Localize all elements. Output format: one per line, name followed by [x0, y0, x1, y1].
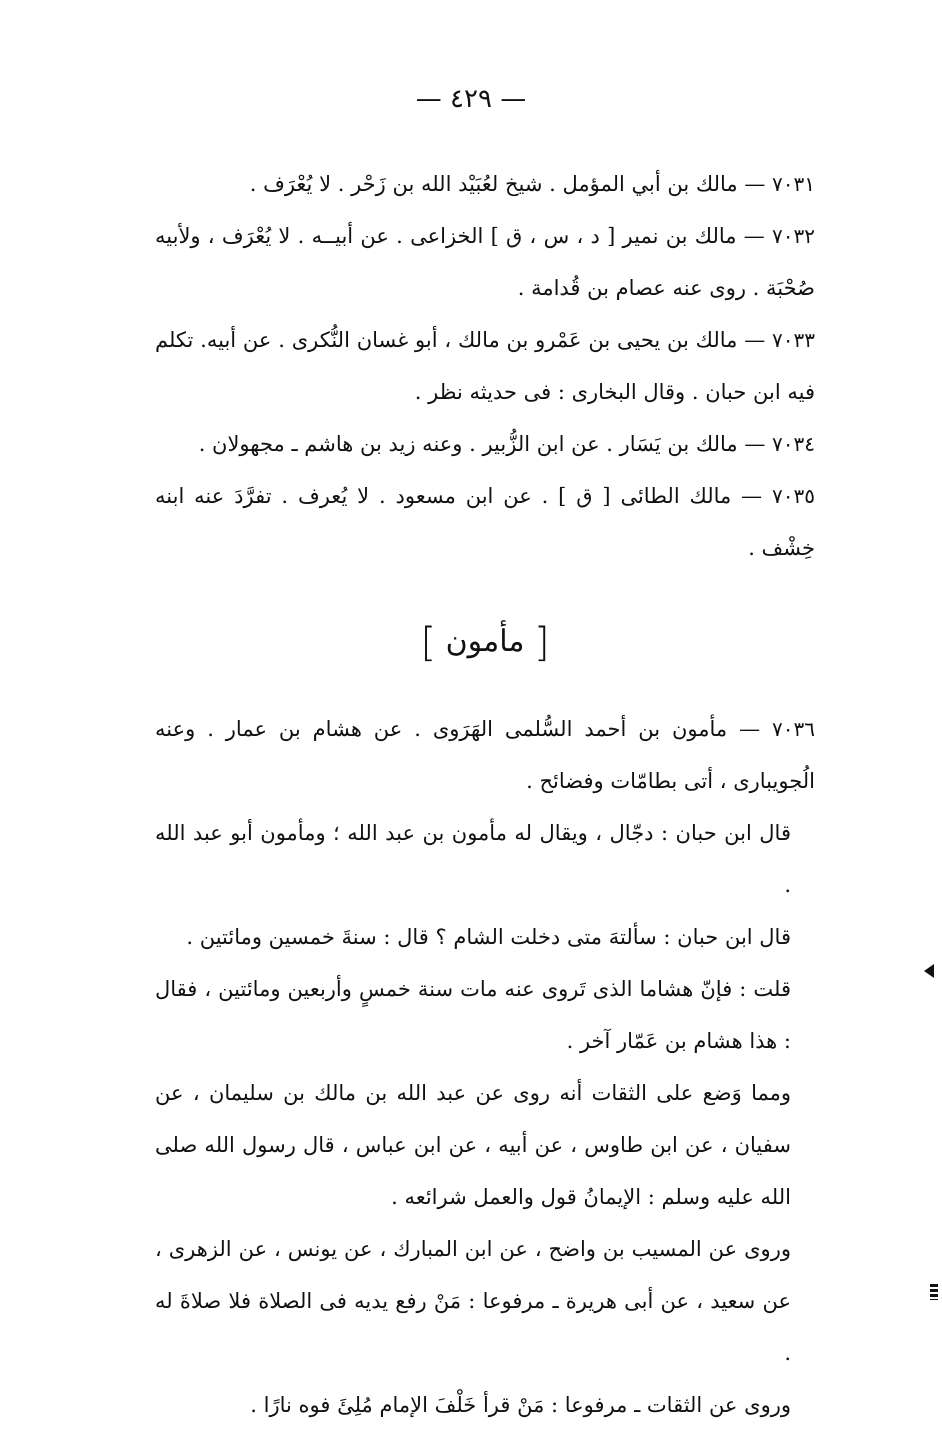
paragraph: وروى عن المسيب بن واضح ، عن ابن المبارك ، عن يونس ، عن الزهرى ، عن سعيد ، عن أبى هريرة ـ مرفوعا : مَنْ رفع يديه فى الصلاة فلا صلاةَ له .: [155, 1237, 791, 1365]
margin-arrow-icon: [924, 964, 934, 978]
entry-text: — مأمون بن أحمد السُّلمى الهَرَوى . عن هشام بن عمار . وعنه الُجويبارى ، أتى بطامّات وفضائح .: [155, 717, 815, 793]
heading-bracket-open: [: [533, 620, 550, 666]
entry-number: ٧٠٣٣: [772, 328, 815, 352]
section-heading-text: مأمون: [445, 624, 525, 659]
entry-text: — مالك بن يحيى بن عَمْرو بن مالك ، أبو غسان النُّكرى . عن أبيه. تكلم فيه ابن حبان . وقال البخارى : فى حديثه نظر .: [155, 328, 815, 404]
entry-text: — مالك الطائى [ ق ] . عن ابن مسعود . لا يُعرف . تفرَّدَ عنه ابنه خِشْف .: [155, 484, 815, 560]
paragraph: قلت : فإنّ هشاما الذى تَروى عنه مات سنة خمسٍ وأربعين ومائتين ، فقال : هذا هشام بن عَمّار آخر .: [155, 977, 791, 1053]
entry-number: ٧٠٣١: [772, 172, 815, 196]
page-number: — ٤٢٩ —: [415, 84, 527, 114]
entry-7033: [155, 314, 815, 418]
margin-dots-icon: [930, 1284, 938, 1300]
page-body: [155, 158, 815, 1431]
entry-number: ٧٠٣٢: [772, 224, 815, 248]
entry-text: — مالك بن نمير [ د ، س ، ق ] الخزاعى . عن أبيــه . لا يُعْرَف ، ولأبيه صُحْبَة . روى عنه عصام بن قُدامة .: [155, 224, 815, 300]
paragraph: ومما وَضع على الثقات أنه روى عن عبد الله بن مالك بن سليمان ، عن سفيان ، عن ابن طاوس ، عن أبيه ، عن ابن عباس ، قال رسول الله صلى الله عليه وسلم : الإيمانُ قول والعمل شرائعه .: [155, 1081, 791, 1209]
paragraph: وروى عن الثقات ـ مرفوعا : مَنْ قرأ خَلْفَ الإمام مُلِئَ فوه نارًا .: [250, 1393, 791, 1417]
entry-number: ٧٠٣٥: [772, 484, 815, 508]
entry-7036: [155, 703, 815, 807]
entry-number: ٧٠٣٤: [772, 432, 815, 456]
entry-text: — مالك بن أبي المؤمل . شيخ لعُبَيْد الله بن زَحْر . لا يُعْرَف .: [249, 172, 766, 196]
entry-7031: [155, 158, 815, 210]
paragraph: قال ابن حبان : سألتهَ متى دخلت الشام ؟ قال : سنةَ خمسين ومائتين .: [186, 925, 791, 949]
entry-text: — مالك بن يَسَار . عن ابن الزُّبير . وعنه زيد بن هاشم ـ مجهولان .: [198, 432, 766, 456]
entry-number: ٧٠٣٦: [772, 717, 815, 741]
entry-7035: [155, 470, 815, 574]
paragraph: قال ابن حبان : دجّال ، ويقال له مأمون بن عبد الله ؛ ومأمون أبو عبد الله .: [155, 821, 791, 897]
entry-7034: [155, 418, 815, 470]
entry-7032: [155, 210, 815, 314]
section-heading: [155, 612, 815, 673]
heading-bracket-close: ]: [420, 620, 437, 666]
